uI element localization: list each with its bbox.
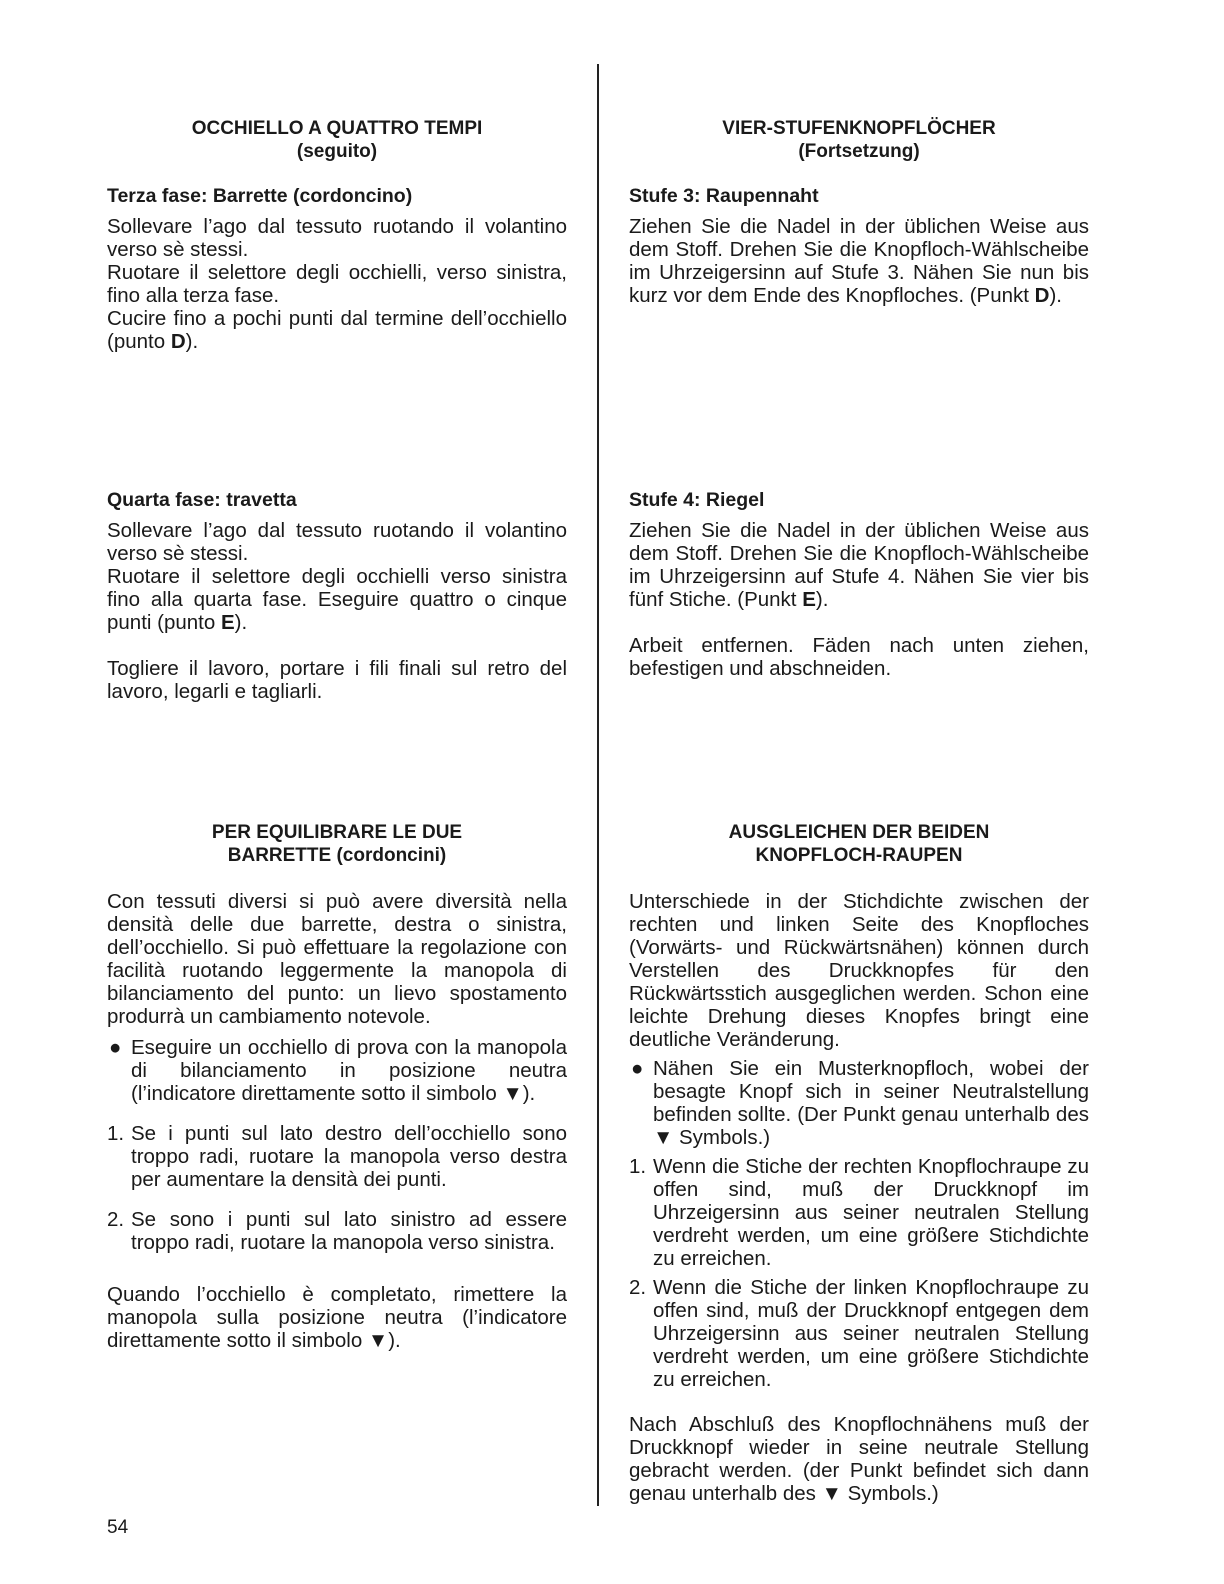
- right-balance-intro: Unterschiede in der Stichdichte zwischen der rechten und linken Seite des Knopfloches (Vorwärts- und Rückwärtsnähen) können durch Verstellen des Druckknopfes für den Rückwärtsstich ausgeglichen werden. Schon eine leichte Drehung dieses Knopfes bringt eine deutliche Veränderung.: [629, 890, 1089, 1051]
- right-title: [629, 117, 1089, 163]
- left-balance-title-line1: PER EQUILIBRARE LE DUE: [211, 822, 463, 843]
- left-step4-p1: Sollevare l’ago dal tessuto ruotando il volantino verso sè stessi.: [107, 519, 567, 565]
- right-balance-title-line1: AUSGLEICHEN DER BEIDEN: [728, 822, 990, 843]
- left-balance-item-1: 1. Se i punti sul lato destro dell’occhiello sono troppo radi, ruotare la manopola verso destra per aumentare la densità dei punti.: [107, 1122, 567, 1191]
- left-balance-title-line2: BARRETTE (cordoncini): [227, 845, 447, 866]
- bullet-icon: ●: [109, 1036, 122, 1059]
- left-step3-heading: Terza fase: Barrette (cordoncino): [107, 185, 413, 207]
- left-section-buttonhole-steps-3: [107, 117, 567, 353]
- right-step3-p1: Ziehen Sie die Nadel in der üblichen Weise aus dem Stoff. Drehen Sie die Knopfloch-Wählscheibe im Uhrzeigersinn auf Stufe 3. Nähen Sie nun bis kurz vor dem Ende des Knopfloches. (Punkt D).: [629, 215, 1089, 307]
- left-step4-p3: Togliere il lavoro, portare i fili finali sul retro del lavoro, legarli e tagliarli.: [107, 657, 567, 703]
- left-balance-outro: Quando l’occhiello è completato, rimettere la manopola sulla posizione neutra (l’indicatore direttamente sotto il simbolo ▼).: [107, 1283, 567, 1352]
- left-balance-title: [107, 821, 567, 867]
- right-section-balance: [629, 821, 1089, 1505]
- right-section-step4: [629, 489, 1089, 680]
- page-number: 54: [107, 1517, 129, 1538]
- right-balance-item-1: 1. Wenn die Stiche der rechten Knopflochraupe zu offen sind, muß der Druckknopf im Uhrzeigersinn aus seiner neutralen Stellung verdreht werden, um eine größere Stichdichte zu erreichen.: [629, 1155, 1089, 1270]
- right-title-line2: (Fortsetzung): [798, 141, 920, 162]
- right-step4-p2: Arbeit entfernen. Fäden nach unten ziehen, befestigen und abschneiden.: [629, 634, 1089, 680]
- right-step4-p1: Ziehen Sie die Nadel in der üblichen Weise aus dem Stoff. Drehen Sie die Knopfloch-Wählscheibe im Uhrzeigersinn auf Stufe 4. Nähen Sie vier bis fünf Stiche. (Punkt E).: [629, 519, 1089, 611]
- left-section-balance: [107, 821, 567, 1352]
- bullet-icon: ●: [631, 1057, 644, 1080]
- column-divider: [597, 64, 599, 1506]
- right-balance-bullet: ● Nähen Sie ein Musterknopfloch, wobei der besagte Knopf sich in seiner Neutralstellung befinden sollte. (Der Punkt genau unterhalb des ▼ Symbols.): [631, 1057, 1089, 1149]
- right-balance-item-2: 2. Wenn die Stiche der linken Knopflochraupe zu offen sind, muß der Druckknopf entgegen dem Uhrzeigersinn aus seiner neutralen Stellung verdreht werden, um eine größere Stichdichte zu erreichen.: [629, 1276, 1089, 1391]
- left-balance-intro: Con tessuti diversi si può avere diversità nella densità delle due barrette, destra o sinistra, dell’occhiello. Si può effettuare la regolazione con facilità ruotando leggermente la manopola di bilanciamento del punto: un lievo spostamento produrrà un cambiamento notevole.: [107, 890, 567, 1028]
- left-title-line1: OCCHIELLO A QUATTRO TEMPI: [191, 118, 483, 139]
- left-section-step4: [107, 489, 567, 703]
- right-balance-outro: Nach Abschluß des Knopflochnähens muß der Druckknopf wieder in seine neutrale Stellung gebracht werden. (der Punkt befindet sich dann genau unterhalb des ▼ Symbols.): [629, 1413, 1089, 1505]
- left-step4-p2: Ruotare il selettore degli occhielli verso sinistra fino alla quarta fase. Eseguire quattro o cinque punti (punto E).: [107, 565, 567, 634]
- right-section-buttonhole-steps-3: [629, 117, 1089, 307]
- left-step3-p3: Cucire fino a pochi punti dal termine dell’occhiello (punto D).: [107, 307, 567, 353]
- right-balance-title-line2: KNOPFLOCH-RAUPEN: [755, 845, 963, 866]
- left-step3-p2: Ruotare il selettore degli occhielli, verso sinistra, fino alla terza fase.: [107, 261, 567, 307]
- left-step4-heading: Quarta fase: travetta: [107, 489, 297, 511]
- left-step3-p1: Sollevare l’ago dal tessuto ruotando il volantino verso sè stessi.: [107, 215, 567, 261]
- left-balance-item-2: 2. Se sono i punti sul lato sinistro ad essere troppo radi, ruotare la manopola verso sinistra.: [107, 1208, 567, 1254]
- left-balance-bullet: ● Eseguire un occhiello di prova con la manopola di bilanciamento in posizione neutra (l’indicatore direttamente sotto il simbolo ▼).: [109, 1036, 567, 1105]
- right-title-line1: VIER-STUFENKNOPFLÖCHER: [722, 118, 996, 139]
- right-balance-title: [629, 821, 1089, 867]
- left-title: [107, 117, 567, 163]
- right-step3-heading: Stufe 3: Raupennaht: [629, 185, 819, 207]
- left-title-line2: (seguito): [296, 141, 378, 162]
- right-step4-heading: Stufe 4: Riegel: [629, 489, 765, 511]
